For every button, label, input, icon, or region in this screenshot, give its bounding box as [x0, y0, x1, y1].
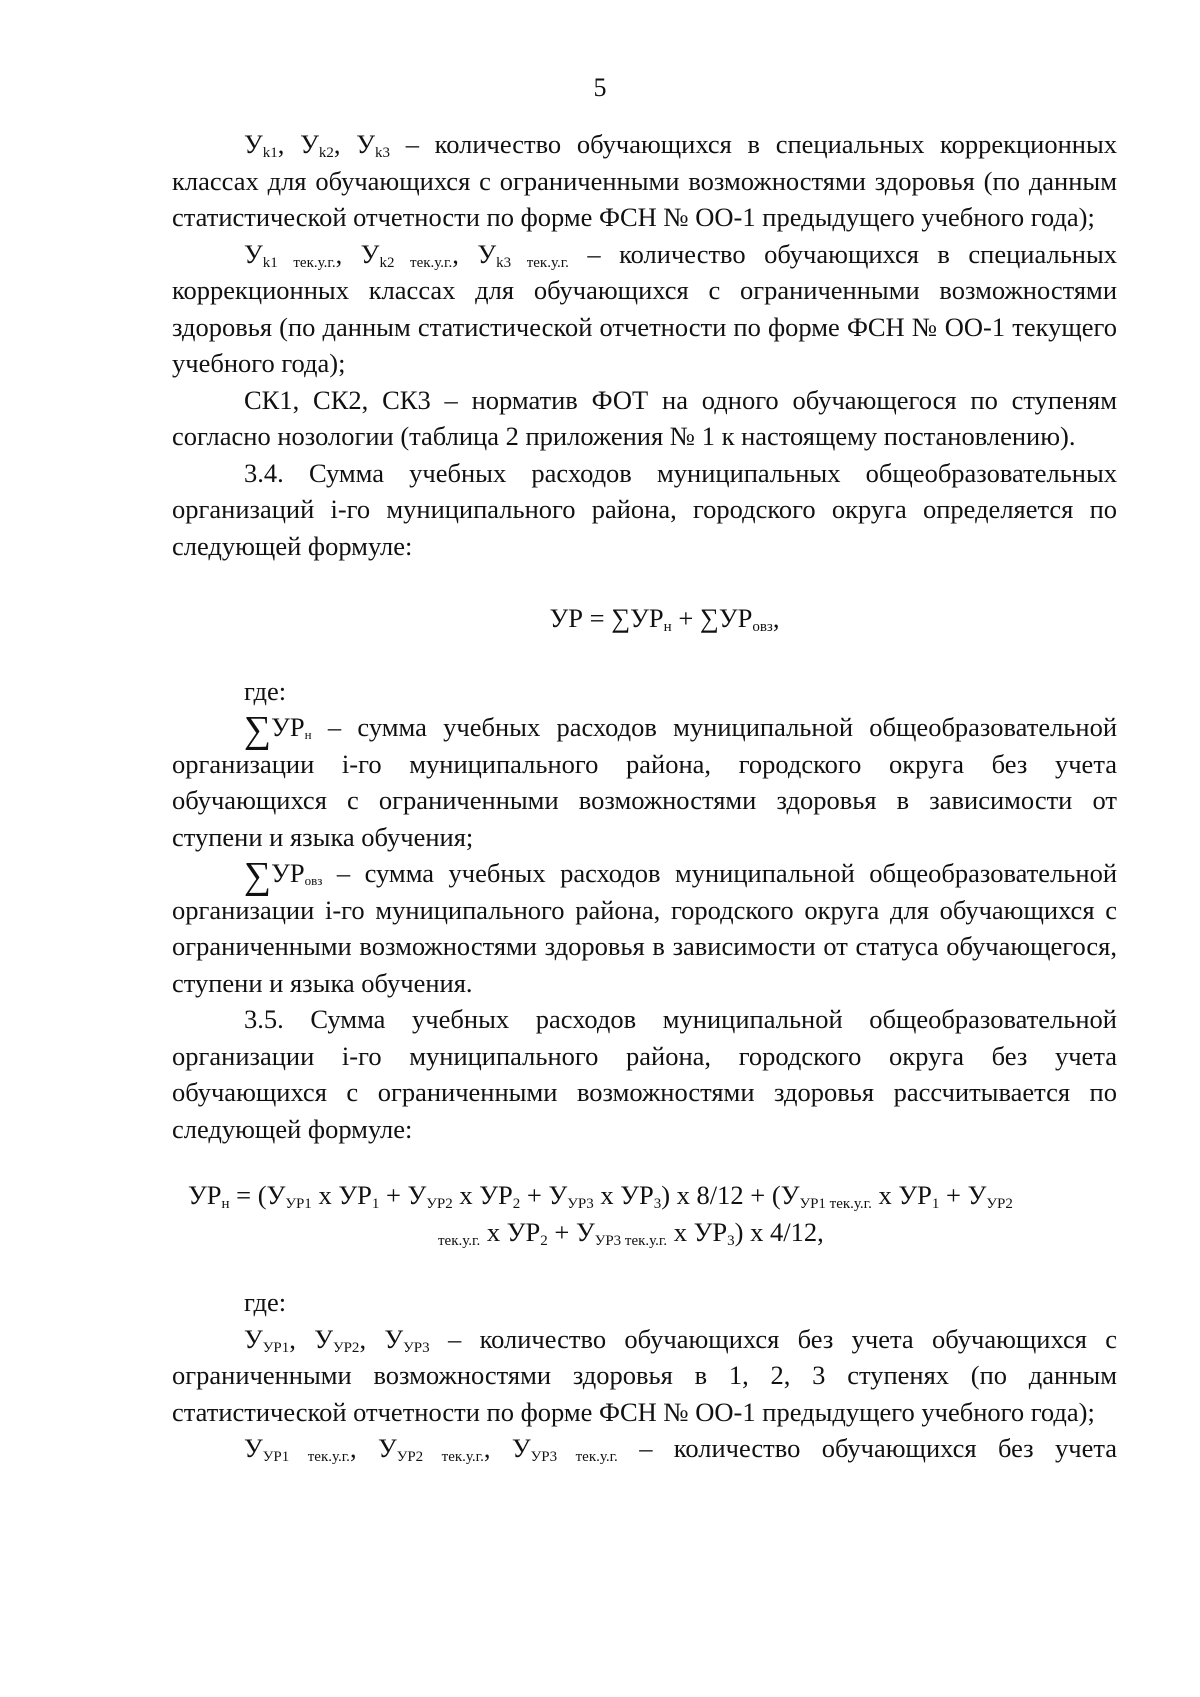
paragraph-text: – количество обучающихся в специальных коррекционных классах для обучающихся с ограниченными возможностями здоровья (по данным статистической отчетности по форме ФСН № ОО-1 предыдущего учебного года); [172, 129, 1118, 232]
paragraph-text: – количество обучающихся без учета обучающихся с ограниченными возможностями здоровья в 1, 2, 3 ступенях (по данным статистической отчетности по форме ФСН № ОО-1 предыдущего учебного года); [172, 1323, 1118, 1427]
paragraph-text: – количество обучающихся в специальных коррекционных классах для обучающихся с ограниченными возможностями здоровья (по данным статистической отчетности по форме ФСН № ОО-1 текущего учебного года); [172, 238, 1118, 378]
paragraph-sk-norm: СК1, СК2, СК3 – норматив ФОТ на одного обучающегося по ступеням согласно нозологии (таблица 2 приложения № 1 к настоящему постановлению). [172, 384, 1117, 451]
paragraph-ur-current-year: $У_{УР1 тек.у.г.}$, $У_{УР2 тек.у.г.}$, $У_{УР3 тек.у.г.}$ – количество обучающихся без учета [244, 1433, 1118, 1465]
paragraph-sum-ur-ovz: $\sum УР_{овз}$ – сумма учебных расходов муниципальной общеобразовательной организации i-го муниципального района, городского округа для обучающихся с ограниченными возможностями здоровья в зависимости от статуса обучающегося, ступени и языка обучения. [172, 855, 1117, 998]
paragraph-3-4: 3.4. Сумма учебных расходов муниципальных общеобразовательных организаций i-го муниципального района, городского округа определяется по следующей формуле: [172, 457, 1117, 561]
paragraph-3-5: 3.5. Сумма учебных расходов муниципальной общеобразовательной организации i-го муниципального района, городского округа без учета обучающихся с ограниченными возможностями здоровья рассчитывается по следующей формуле: [172, 1004, 1117, 1144]
formula-ur-n: $УР_н = (У_{УР1}$ х $УР_1 + У_{УР2}$ х $УР_2 + У_{УР3}$ х $УР_3$) х $8/12 + (У_{УР1 тек.у.г.}$ х $УР_1 + У_{УР2}$ $_{тек.у.г.}$ х $УР_2 + У_{УР3 тек.у.г.}$ х $УР_3$) х 4/12, [188, 1180, 1013, 1249]
paragraph-text: – сумма учебных расходов муниципальной общеобразовательной организации i-го муниципального района, городского округа для обучающихся с ограниченными возможностями здоровья в зависимости от статуса обучающегося, ступени и языка обучения. [172, 858, 1117, 998]
where-label: где: [244, 1287, 287, 1317]
sum-symbol: ∑ [244, 709, 272, 751]
sum-symbol: ∑ [244, 855, 272, 897]
paragraph-sum-ur-n: $\sum УР_н$ – сумма учебных расходов муниципальной общеобразовательной организации i-го муниципального района, городского округа без учета обучающихся с ограниченными возможностями здоровья в зависимости от ступени и языка обучения; [172, 709, 1118, 852]
paragraph-ur-previous-year: $У_{УР1}$, $У_{УР2}$, $У_{УР3}$ – количество обучающихся без учета обучающихся с ограниченными возможностями здоровья в 1, 2, 3 ступенях (по данным статистической отчетности по форме ФСН № ОО-1 предыдущего учебного года); [172, 1323, 1118, 1427]
page-number: 5 [593, 73, 607, 102]
paragraph-yk-previous-year: $У_{k1}$, $У_{k2}$, $У_{k3}$ – количество обучающихся в специальных коррекционных классах для обучающихся с ограниченными возможностями здоровья (по данным статистической отчетности по форме ФСН № ОО-1 предыдущего учебного года); [172, 129, 1118, 232]
where-label: где: [244, 675, 287, 706]
formula-ur-total: УР = $\sum УР_н + \sum УР_{овз}$, [549, 603, 780, 635]
subscript: k1 [262, 145, 278, 161]
paragraph-text: – количество обучающихся без учета [639, 1433, 1118, 1463]
document-body [172, 126, 1117, 1467]
var-u: У [244, 129, 263, 159]
paragraph-text: – сумма учебных расходов муниципальной общеобразовательной организации i-го муниципального района, городского округа без учета обучающихся с ограниченными возможностями здоровья в зависимости от ступени и языка обучения; [172, 712, 1118, 852]
paragraph-yk-current-year: $У_{k1 тек.у.г.}$, $У_{k2 тек.у.г.}$, $У_{k3 тек.у.г.}$ – количество обучающихся в специальных коррекционных классах для обучающихся с ограниченными возможностями здоровья (по данным статистической отчетности по форме ФСН № ОО-1 текущего учебного года); [172, 238, 1118, 378]
